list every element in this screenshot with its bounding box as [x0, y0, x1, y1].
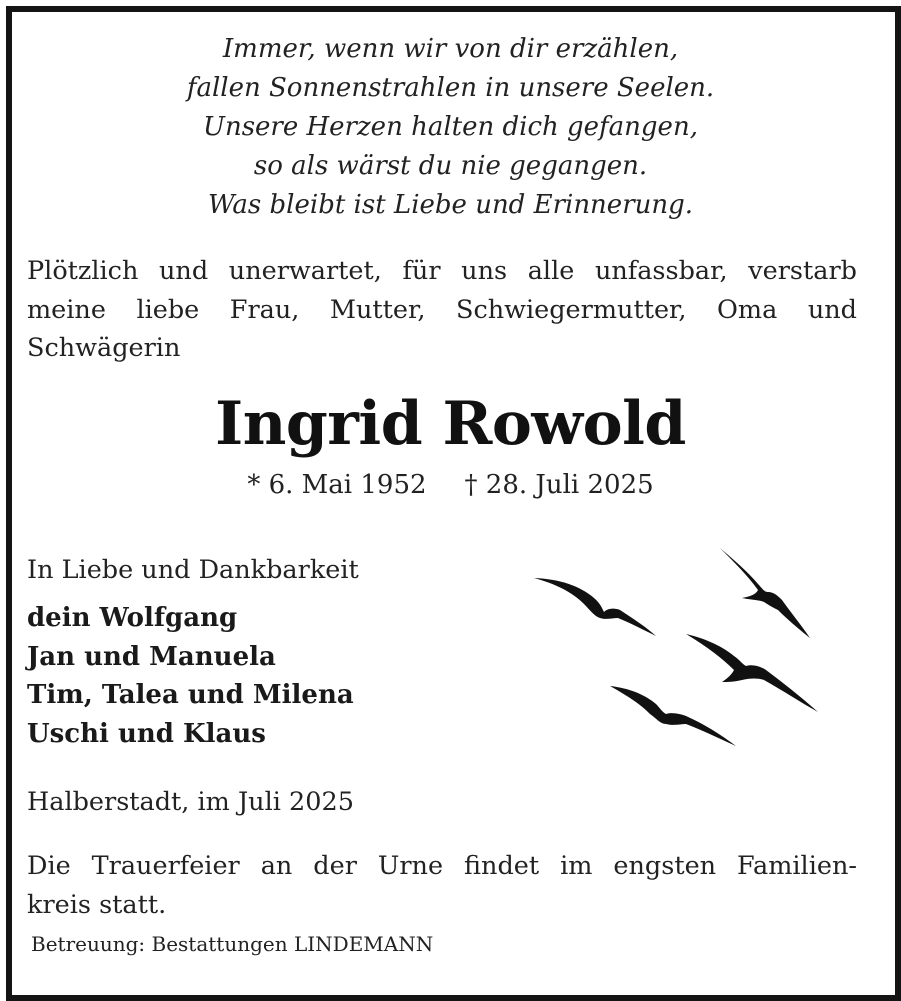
- closing-phrase: In Liebe und Dankbarkeit: [27, 555, 359, 585]
- bird-shape: [686, 634, 818, 712]
- announcement-text: [27, 252, 857, 368]
- poem-line: fallen Sonnenstrahlen in unsere Seelen.: [186, 73, 715, 103]
- poem-line: so als wärst du nie gegangen.: [253, 151, 648, 181]
- bird-shape: [720, 548, 810, 638]
- deceased-name: Ingrid Rowold: [215, 389, 686, 459]
- mourner-name: Tim, Talea und Milena: [27, 680, 354, 710]
- mourner-name: Uschi und Klaus: [27, 718, 266, 749]
- bird-shape: [610, 686, 736, 746]
- funeral-note: [27, 847, 857, 924]
- announcement-line: Plötzlich und unerwartet, für uns alle unfassbar, verstarb: [27, 256, 857, 286]
- mourner-name: Jan und Manuela: [27, 641, 276, 672]
- poem: [0, 30, 901, 225]
- bird-shape: [534, 578, 656, 636]
- announcement-line: Schwägerin: [27, 333, 181, 363]
- undertaker-credit: Betreuung: Bestattungen LINDEMANN: [31, 932, 434, 956]
- flying-birds-icon: [520, 538, 830, 748]
- life-dates: [0, 467, 901, 503]
- poem-line: Unsere Herzen halten dich gefangen,: [203, 112, 698, 142]
- place-and-date: Halberstadt, im Juli 2025: [27, 787, 354, 817]
- poem-line: Immer, wenn wir von dir erzählen,: [222, 34, 679, 64]
- mourners-list: [27, 599, 354, 753]
- mourner-name: dein Wolfgang: [27, 603, 238, 633]
- death-date: † 28. Juli 2025: [464, 470, 654, 500]
- funeral-note-line: Die Trauerfeier an der Urne findet im engsten Familien-: [27, 851, 857, 881]
- announcement-line: meine liebe Frau, Mutter, Schwiegermutter, Oma und: [27, 294, 857, 325]
- poem-line: Was bleibt ist Liebe und Erinnerung.: [207, 190, 694, 220]
- birth-date: * 6. Mai 1952: [247, 470, 427, 500]
- funeral-note-line: kreis statt.: [27, 889, 167, 920]
